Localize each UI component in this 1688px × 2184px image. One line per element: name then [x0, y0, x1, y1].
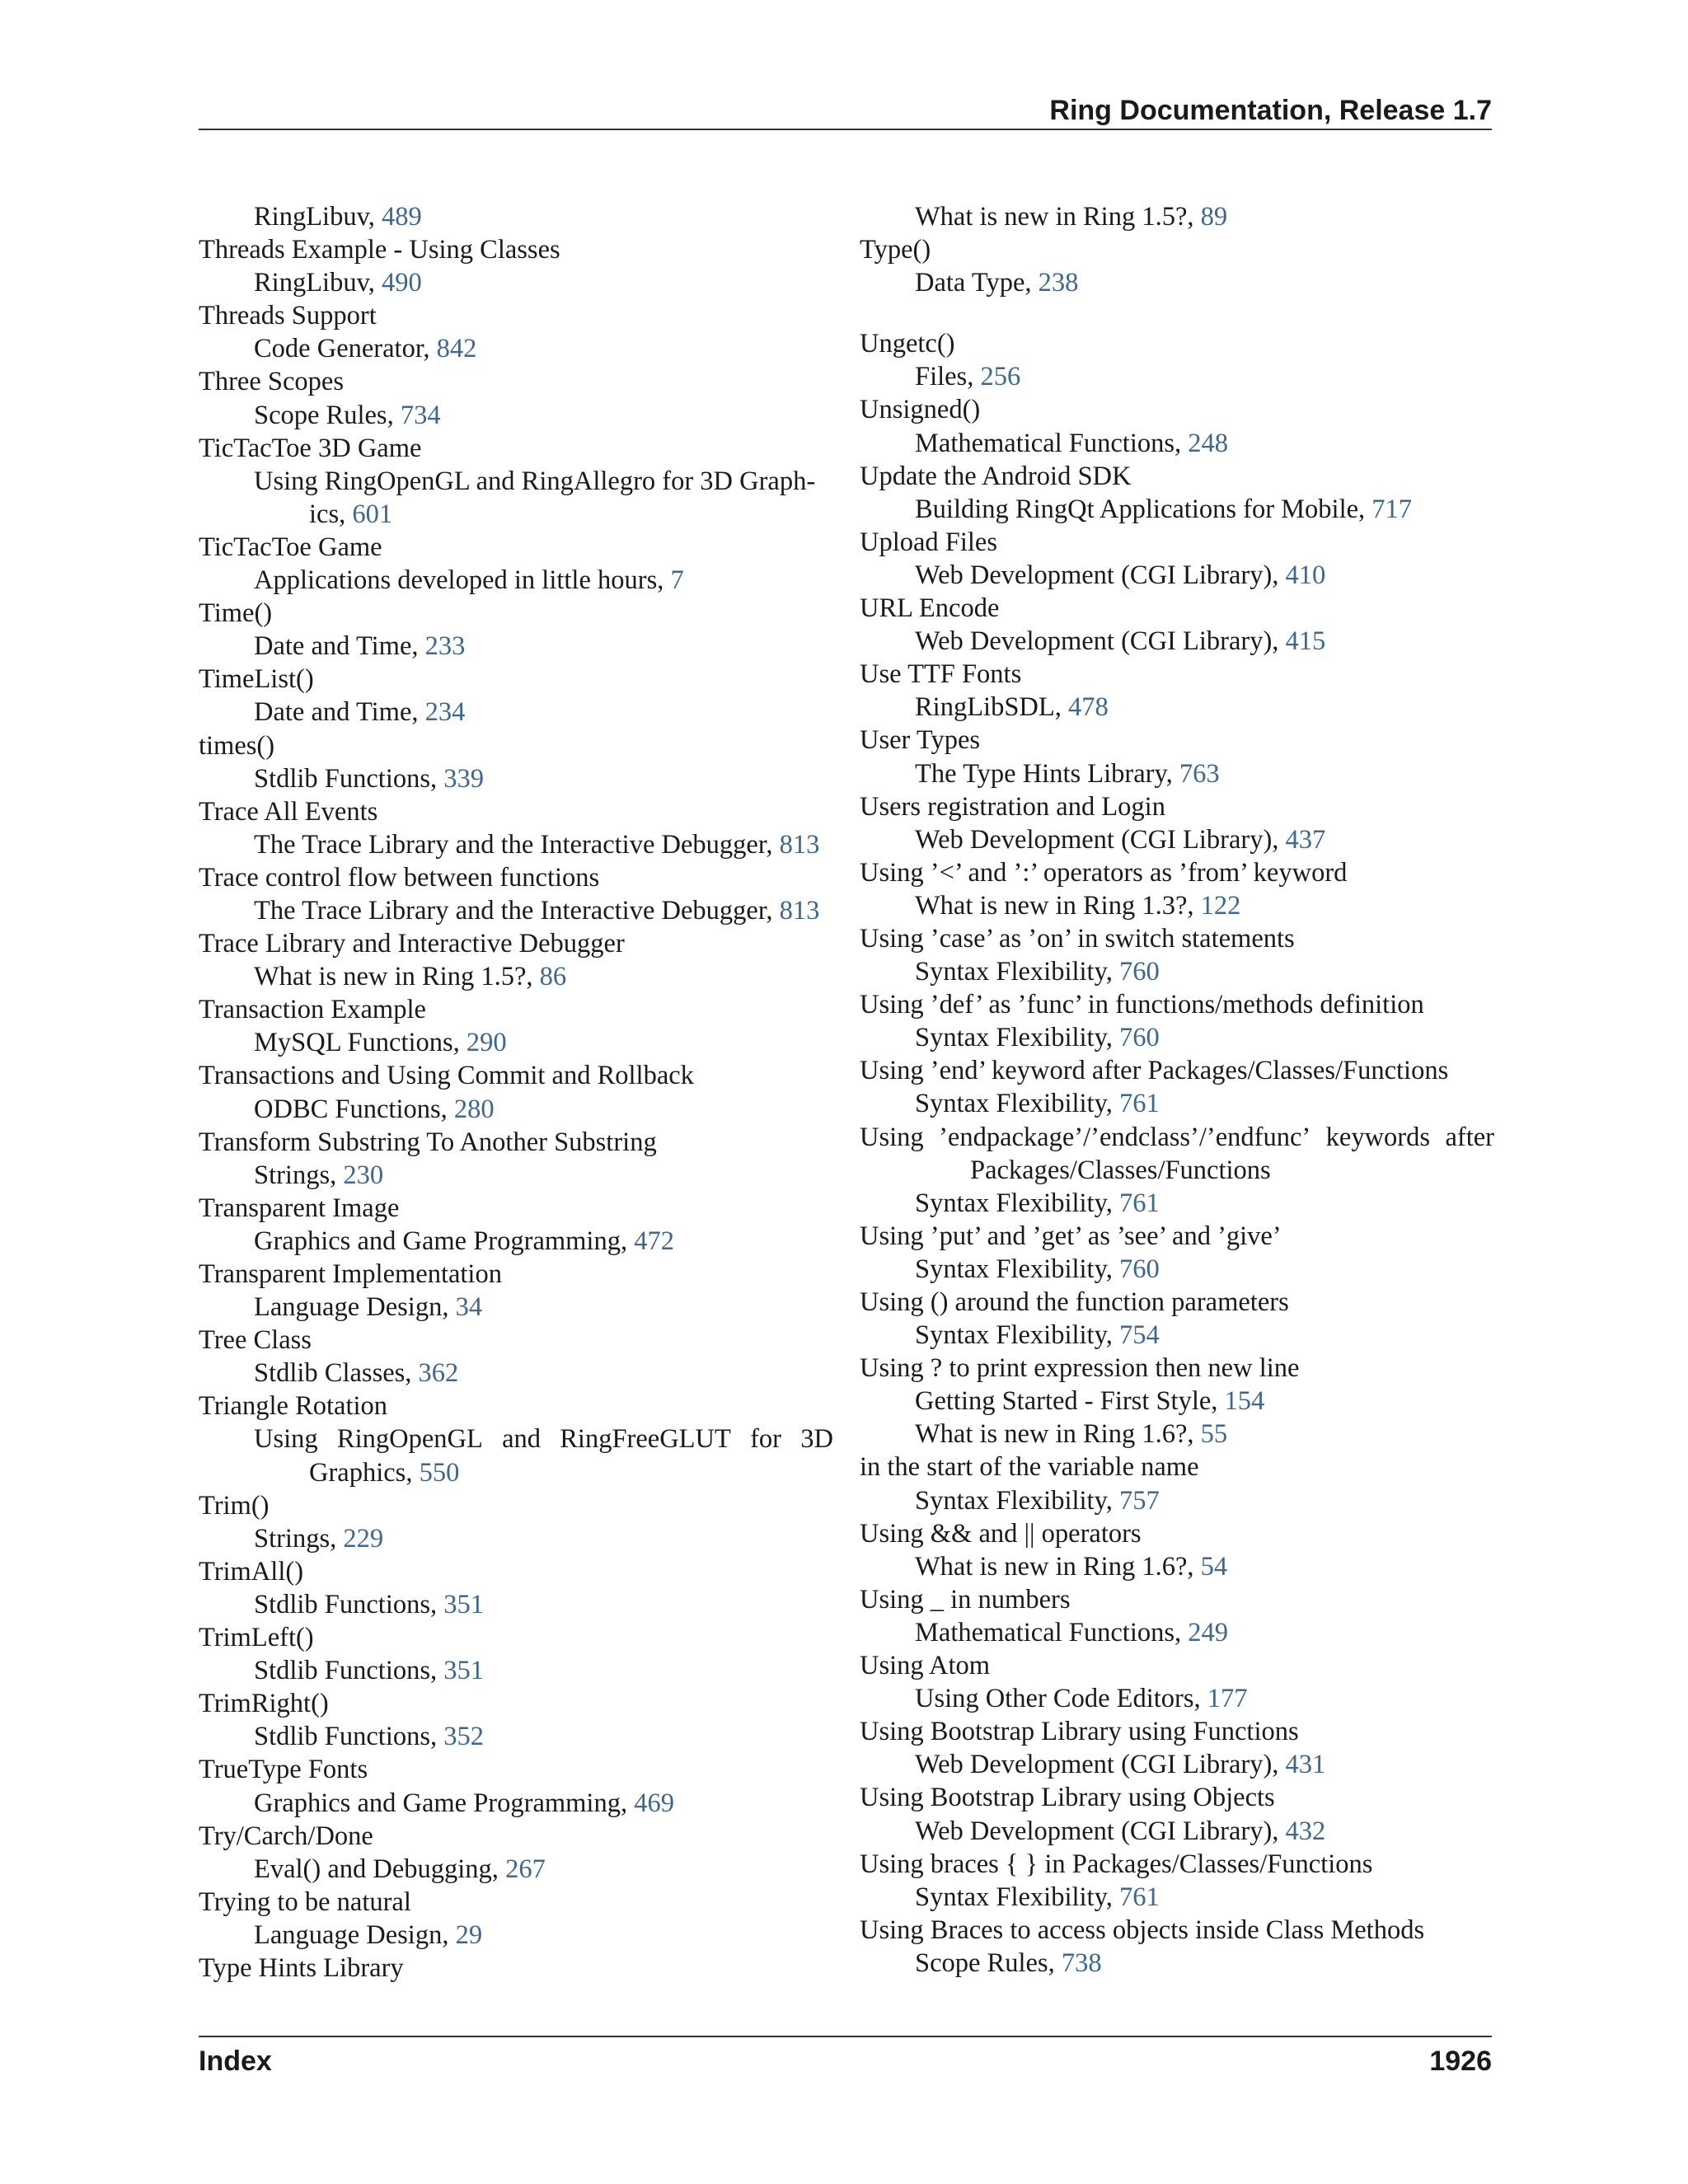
- entry-text: Code Generator,: [254, 334, 437, 364]
- page-reference-link[interactable]: 478: [1068, 692, 1109, 723]
- entry-text: Language Design,: [254, 1292, 456, 1323]
- entry-text: TicTacToe 3D Game: [199, 433, 422, 463]
- page-reference-link[interactable]: 290: [466, 1028, 507, 1058]
- entry-text: Using ’case’ as ’on’ in switch statements: [860, 923, 1295, 954]
- index-sub-entry: [860, 1253, 1494, 1286]
- entry-text: Syntax Flexibility,: [915, 1089, 1119, 1119]
- page-reference-link[interactable]: 757: [1118, 1485, 1160, 1516]
- entry-text: Syntax Flexibility,: [915, 1320, 1119, 1351]
- index-main-entry: [199, 1820, 833, 1853]
- entry-text: TrimAll(): [199, 1556, 304, 1586]
- index-main-entry: [860, 1649, 1494, 1682]
- page-reference-link[interactable]: 267: [505, 1854, 546, 1884]
- entry-text: Time(): [199, 598, 273, 629]
- running-header-title: Ring Documentation, Release 1.7: [1049, 95, 1492, 126]
- entry-text: Web Development (CGI Library),: [915, 824, 1286, 855]
- index-main-entry: [199, 663, 833, 696]
- page-reference-link[interactable]: 351: [443, 1589, 484, 1619]
- entry-text: Trace All Events: [199, 796, 378, 827]
- page-reference-link[interactable]: 249: [1188, 1617, 1229, 1647]
- entry-word: 3D: [800, 1424, 833, 1455]
- entry-text: Using Bootstrap Library using Functions: [860, 1717, 1299, 1747]
- index-sub-entry: [860, 1682, 1494, 1715]
- index-main-entry: [860, 724, 1494, 757]
- index-main-entry: [860, 1286, 1494, 1319]
- entry-text: What is new in Ring 1.5?,: [254, 962, 540, 992]
- index-main-entry: [199, 1555, 833, 1588]
- entry-text: The Type Hints Library,: [915, 758, 1179, 789]
- index-main-entry: [860, 1121, 1494, 1154]
- index-main-entry: [199, 531, 833, 564]
- entry-word: after: [1445, 1122, 1494, 1152]
- page-reference-link[interactable]: 177: [1207, 1684, 1248, 1714]
- index-sub-entry: [860, 1087, 1494, 1120]
- index-main-entry: [199, 1126, 833, 1159]
- index-sub-entry: [199, 1787, 833, 1820]
- index-sub-entry: [199, 762, 833, 795]
- entry-text: Trim(): [199, 1490, 270, 1521]
- entry-text: Trace control flow between functions: [199, 862, 600, 893]
- index-main-entry: [199, 1390, 833, 1422]
- index-sub-entry: [199, 465, 833, 498]
- entry-text: Syntax Flexibility,: [915, 1882, 1119, 1912]
- page-reference-link[interactable]: 234: [424, 697, 466, 728]
- entry-text: Try/Carch/Done: [199, 1821, 373, 1851]
- index-sub-entry: [199, 1093, 833, 1126]
- entry-text: Users registration and Login: [860, 791, 1165, 822]
- entry-text: Data Type,: [915, 268, 1039, 298]
- entry-text: Getting Started - First Style,: [915, 1386, 1225, 1417]
- page-reference-link[interactable]: 352: [443, 1722, 484, 1752]
- index-main-entry: [860, 856, 1494, 889]
- index-main-entry: [860, 1054, 1494, 1087]
- index-main-entry: [860, 393, 1494, 426]
- index-sub-entry: [199, 1853, 833, 1886]
- index-sub-entry: [860, 1021, 1494, 1054]
- entry-text: Trying to be natural: [199, 1886, 411, 1917]
- entry-text: Strings,: [254, 1160, 344, 1190]
- entry-text: in the start of the variable name: [860, 1452, 1199, 1483]
- index-sub-entry: [199, 1422, 833, 1455]
- index-main-entry: [199, 927, 833, 960]
- index-sub-entry: [199, 200, 833, 233]
- entry-text: RingLibuv,: [254, 202, 382, 232]
- page-reference-link[interactable]: 432: [1285, 1816, 1326, 1846]
- page-reference-link[interactable]: 280: [453, 1094, 495, 1124]
- entry-text: URL Encode: [860, 593, 1000, 624]
- page-reference-link[interactable]: 34: [455, 1292, 483, 1323]
- index-sub-entry: [860, 691, 1494, 724]
- index-sub-entry: [199, 1654, 833, 1687]
- entry-text: Using && and || operators: [860, 1518, 1142, 1549]
- entry-text: Using braces { } in Packages/Classes/Functions: [860, 1849, 1373, 1879]
- index-sub-entry: [860, 1616, 1494, 1649]
- entry-word: ’endpackage’/’endclass’/’endfunc’: [939, 1122, 1311, 1152]
- index-entry-continuation: [860, 1154, 1494, 1187]
- index-main-entry: [860, 1848, 1494, 1881]
- entry-text: RingLibSDL,: [915, 692, 1068, 723]
- entry-text: Web Development (CGI Library),: [915, 1816, 1286, 1846]
- entry-word: RingOpenGL: [336, 1424, 483, 1455]
- index-sub-entry: [860, 559, 1494, 592]
- index-main-entry: [199, 795, 833, 828]
- index-sub-entry: [860, 625, 1494, 658]
- entry-text: Files,: [915, 362, 981, 392]
- index-main-entry: [860, 790, 1494, 823]
- index-main-entry: [199, 1489, 833, 1522]
- index-sub-entry: [199, 1159, 833, 1192]
- page-reference-link[interactable]: 760: [1118, 957, 1160, 987]
- entry-text: Using _ in numbers: [860, 1584, 1071, 1615]
- entry-text: Stdlib Functions,: [254, 763, 444, 794]
- index-main-entry: [199, 299, 833, 332]
- index-sub-entry: [860, 889, 1494, 922]
- index-main-entry: [199, 1324, 833, 1357]
- index-main-entry: [860, 1583, 1494, 1616]
- entry-text: What is new in Ring 1.6?,: [915, 1551, 1201, 1582]
- index-sub-entry: [860, 493, 1494, 526]
- index-main-entry: [860, 1517, 1494, 1550]
- entry-text: times(): [199, 730, 275, 761]
- entry-text: Transaction Example: [199, 995, 426, 1025]
- index-main-entry: [199, 597, 833, 630]
- page-reference-link[interactable]: 54: [1200, 1551, 1228, 1582]
- entry-text: Web Development (CGI Library),: [915, 1750, 1286, 1780]
- page-reference-link[interactable]: 7: [670, 565, 684, 596]
- page-reference-link[interactable]: 410: [1285, 560, 1326, 590]
- index-column-right: [860, 200, 1494, 1980]
- index-sub-entry: [199, 1026, 833, 1059]
- entry-word: keywords: [1325, 1122, 1431, 1152]
- entry-text: Transform Substring To Another Substring: [199, 1127, 657, 1157]
- page-reference-link[interactable]: 813: [779, 829, 820, 860]
- entry-text: Using () around the function parameters: [860, 1287, 1289, 1317]
- entry-text: What is new in Ring 1.5?,: [915, 202, 1201, 232]
- entry-text: Web Development (CGI Library),: [915, 626, 1286, 657]
- index-sub-entry: [199, 630, 833, 663]
- index-column-left: [199, 200, 833, 1985]
- entry-text: Tree Class: [199, 1325, 312, 1356]
- page-reference-link[interactable]: 734: [400, 400, 441, 430]
- index-sub-entry: [860, 1550, 1494, 1583]
- page-reference-link[interactable]: 550: [419, 1457, 460, 1488]
- entry-text: Syntax Flexibility,: [915, 1188, 1119, 1218]
- entry-text: Syntax Flexibility,: [915, 1023, 1119, 1053]
- entry-text: Transparent Image: [199, 1193, 400, 1223]
- entry-text: Ungetc(): [860, 329, 955, 359]
- entry-text: Using ’def’ as ’func’ in functions/methods definition: [860, 990, 1424, 1020]
- index-sub-entry: [860, 360, 1494, 393]
- entry-text: Using RingOpenGL and RingAllegro for 3D Graph-: [254, 466, 816, 496]
- index-main-entry: [199, 1753, 833, 1786]
- entry-text: The Trace Library and the Interactive Debugger,: [254, 829, 780, 860]
- index-sub-entry: [199, 960, 833, 993]
- entry-text: Using Braces to access objects inside Class Methods: [860, 1915, 1425, 1945]
- page-reference-link[interactable]: 230: [343, 1160, 384, 1190]
- index-sub-entry: [199, 696, 833, 729]
- index-main-entry: [199, 1952, 833, 1985]
- index-sub-entry: [860, 1815, 1494, 1848]
- entry-text: Date and Time,: [254, 697, 425, 728]
- index-sub-entry: [860, 200, 1494, 233]
- index-main-entry: [199, 993, 833, 1026]
- entry-text: Stdlib Classes,: [254, 1358, 419, 1389]
- page-reference-link[interactable]: 490: [381, 268, 422, 298]
- index-main-entry: [199, 1886, 833, 1919]
- entry-text: Threads Support: [199, 301, 377, 331]
- index-sub-entry: [860, 757, 1494, 790]
- index-main-entry: [860, 658, 1494, 691]
- page-reference-link[interactable]: 437: [1285, 824, 1326, 855]
- entry-text: Applications developed in little hours,: [254, 565, 671, 596]
- index-main-entry: [199, 1621, 833, 1654]
- page-reference-link[interactable]: 89: [1200, 202, 1228, 232]
- entry-text: Type(): [860, 235, 931, 265]
- entry-text: Packages/Classes/Functions: [970, 1155, 1271, 1185]
- index-sub-entry: [860, 1418, 1494, 1451]
- index-main-entry: [199, 365, 833, 398]
- index-main-entry: [199, 1192, 833, 1225]
- page-reference-link[interactable]: 248: [1188, 428, 1229, 458]
- index-sub-entry: [860, 1484, 1494, 1517]
- page-reference-link[interactable]: 362: [418, 1358, 459, 1389]
- entry-text: Upload Files: [860, 527, 998, 557]
- entry-text: Transactions and Using Commit and Rollback: [199, 1061, 694, 1091]
- index-sub-entry: [860, 955, 1494, 988]
- index-main-entry: [860, 233, 1494, 266]
- index-main-entry: [199, 1258, 833, 1291]
- index-main-entry: [860, 460, 1494, 493]
- entry-text: Trace Library and Interactive Debugger: [199, 929, 625, 959]
- index-main-entry: [860, 1914, 1494, 1947]
- index-sub-entry: [860, 1385, 1494, 1418]
- entry-text: Graphics and Game Programming,: [254, 1788, 635, 1818]
- index-sub-entry: [199, 1720, 833, 1753]
- index-entry-continuation: [199, 498, 833, 531]
- page-reference-link[interactable]: 472: [634, 1226, 674, 1256]
- page-reference-link[interactable]: 122: [1200, 890, 1241, 921]
- page-reference-link[interactable]: 233: [424, 631, 466, 662]
- entry-text: TrimRight(): [199, 1689, 329, 1719]
- index-main-entry: [199, 1059, 833, 1092]
- page-reference-link[interactable]: 601: [352, 499, 393, 529]
- index-sub-entry: [860, 427, 1494, 460]
- entry-text: The Trace Library and the Interactive Debugger,: [254, 895, 780, 926]
- index-main-entry: [199, 729, 833, 762]
- entry-text: Update the Android SDK: [860, 461, 1132, 491]
- index-main-entry: [199, 233, 833, 266]
- index-sub-entry: [199, 266, 833, 299]
- entry-text: TrimLeft(): [199, 1623, 314, 1653]
- index-sub-entry: [860, 1187, 1494, 1220]
- index-sub-entry: [199, 894, 833, 927]
- index-sub-entry: [199, 828, 833, 861]
- index-main-entry: [860, 988, 1494, 1021]
- entry-text: What is new in Ring 1.3?,: [915, 890, 1201, 921]
- index-sub-entry: [860, 1881, 1494, 1914]
- index-sub-entry: [199, 564, 833, 597]
- page-reference-link[interactable]: 351: [443, 1656, 484, 1686]
- index-main-entry: [199, 861, 833, 894]
- entry-text: ODBC Functions,: [254, 1094, 454, 1124]
- entry-word: for: [750, 1424, 781, 1455]
- page-reference-link[interactable]: 339: [443, 763, 484, 794]
- entry-text: Use TTF Fonts: [860, 659, 1022, 690]
- entry-text: TicTacToe Game: [199, 532, 382, 562]
- entry-text: Using Other Code Editors,: [915, 1684, 1207, 1714]
- page-reference-link[interactable]: 86: [539, 962, 567, 992]
- entry-text: MySQL Functions,: [254, 1028, 467, 1058]
- page-reference-link[interactable]: 489: [381, 202, 422, 232]
- page-reference-link[interactable]: 229: [343, 1523, 384, 1554]
- page-reference-link[interactable]: 256: [980, 362, 1021, 392]
- entry-text: Type Hints Library: [199, 1952, 404, 1983]
- entry-text: Unsigned(): [860, 395, 981, 425]
- entry-text: Date and Time,: [254, 631, 425, 662]
- footer-section-label: Index: [199, 2046, 272, 2077]
- entry-text: ics,: [309, 499, 353, 529]
- index-main-entry: [860, 592, 1494, 625]
- index-main-entry: [860, 327, 1494, 360]
- entry-text: What is new in Ring 1.6?,: [915, 1419, 1201, 1450]
- entry-text: Building RingQt Applications for Mobile,: [915, 494, 1372, 524]
- entry-text: User Types: [860, 725, 981, 756]
- page-footer: [199, 2036, 1492, 2085]
- entry-text: Graphics and Game Programming,: [254, 1226, 635, 1256]
- index-sub-entry: [199, 399, 833, 432]
- index-main-entry: [199, 432, 833, 465]
- page-reference-link[interactable]: 717: [1372, 494, 1413, 524]
- index-sub-entry: [199, 1522, 833, 1555]
- entry-text: TrueType Fonts: [199, 1755, 368, 1785]
- entry-text: Using ’put’ and ’get’ as ’see’ and ’give’: [860, 1221, 1282, 1251]
- index-main-entry: [860, 1220, 1494, 1253]
- index-sub-entry: [860, 823, 1494, 856]
- entry-text: Stdlib Functions,: [254, 1656, 444, 1686]
- entry-text: Three Scopes: [199, 367, 344, 397]
- page-reference-link[interactable]: 761: [1118, 1882, 1160, 1912]
- index-main-entry: [860, 1451, 1494, 1483]
- entry-text: Using ’end’ keyword after Packages/Classes/Functions: [860, 1056, 1449, 1086]
- page-reference-link[interactable]: 469: [634, 1788, 674, 1818]
- page-reference-link[interactable]: 761: [1118, 1089, 1160, 1119]
- letter-group-gap: [860, 299, 1494, 327]
- entry-text: Using Bootstrap Library using Objects: [860, 1783, 1275, 1813]
- entry-text: Transparent Implementation: [199, 1259, 502, 1289]
- index-sub-entry: [860, 1748, 1494, 1781]
- page-reference-link[interactable]: 29: [455, 1919, 483, 1950]
- page-reference-link[interactable]: 760: [1118, 1254, 1160, 1284]
- index-sub-entry: [860, 266, 1494, 299]
- index-sub-entry: [199, 1291, 833, 1324]
- entry-text: Strings,: [254, 1523, 344, 1554]
- index-main-entry: [860, 1781, 1494, 1814]
- entry-text: Using ’<’ and ’:’ operators as ’from’ keyword: [860, 857, 1348, 888]
- entry-word: Using: [254, 1424, 318, 1455]
- index-main-entry: [199, 1687, 833, 1720]
- entry-text: Using ? to print expression then new line: [860, 1353, 1300, 1384]
- entry-text: Syntax Flexibility,: [915, 1254, 1119, 1284]
- index-sub-entry: [199, 1588, 833, 1621]
- entry-text: Stdlib Functions,: [254, 1722, 444, 1752]
- entry-text: Syntax Flexibility,: [915, 1485, 1119, 1516]
- index-sub-entry: [860, 1319, 1494, 1352]
- page-reference-link[interactable]: 842: [436, 334, 477, 364]
- index-sub-entry: [199, 1225, 833, 1258]
- entry-text: Using Atom: [860, 1651, 991, 1681]
- entry-text: RingLibuv,: [254, 268, 382, 298]
- page-reference-link[interactable]: 761: [1118, 1188, 1160, 1218]
- index-sub-entry: [199, 1357, 833, 1390]
- page-reference-link[interactable]: 415: [1285, 626, 1326, 657]
- footer-page-number: 1926: [1429, 2046, 1492, 2077]
- entry-text: Mathematical Functions,: [915, 428, 1189, 458]
- entry-text: Scope Rules,: [254, 400, 401, 430]
- entry-word: and: [502, 1424, 541, 1455]
- entry-word: Using: [860, 1122, 924, 1152]
- page-reference-link[interactable]: 431: [1285, 1750, 1326, 1780]
- entry-text: Web Development (CGI Library),: [915, 560, 1286, 590]
- index-main-entry: [860, 1715, 1494, 1748]
- index-sub-entry: [199, 332, 833, 365]
- page-reference-link[interactable]: 238: [1038, 268, 1079, 298]
- entry-text: Threads Example - Using Classes: [199, 235, 560, 265]
- page-reference-link[interactable]: 813: [779, 895, 820, 926]
- page-header: [199, 86, 1492, 130]
- entry-text: Graphics,: [309, 1457, 420, 1488]
- index-main-entry: [860, 526, 1494, 559]
- entry-text: Syntax Flexibility,: [915, 957, 1119, 987]
- entry-text: TimeList(): [199, 664, 314, 695]
- page-reference-link[interactable]: 738: [1061, 1947, 1102, 1978]
- entry-text: Scope Rules,: [915, 1947, 1062, 1978]
- page-reference-link[interactable]: 55: [1200, 1419, 1228, 1450]
- entry-text: Eval() and Debugging,: [254, 1854, 506, 1884]
- page-reference-link[interactable]: 754: [1118, 1320, 1160, 1351]
- page-reference-link[interactable]: 763: [1179, 758, 1220, 789]
- entry-text: Mathematical Functions,: [915, 1617, 1189, 1647]
- page-reference-link[interactable]: 760: [1118, 1023, 1160, 1053]
- entry-text: Triangle Rotation: [199, 1391, 388, 1422]
- index-sub-entry: [199, 1919, 833, 1952]
- index-main-entry: [860, 922, 1494, 955]
- index-entry-continuation: [199, 1456, 833, 1489]
- index-sub-entry: [860, 1947, 1494, 1980]
- page-reference-link[interactable]: 154: [1224, 1386, 1265, 1417]
- entry-word: RingFreeGLUT: [560, 1424, 731, 1455]
- index-main-entry: [860, 1352, 1494, 1385]
- entry-text: Stdlib Functions,: [254, 1589, 444, 1619]
- entry-text: Language Design,: [254, 1919, 456, 1950]
